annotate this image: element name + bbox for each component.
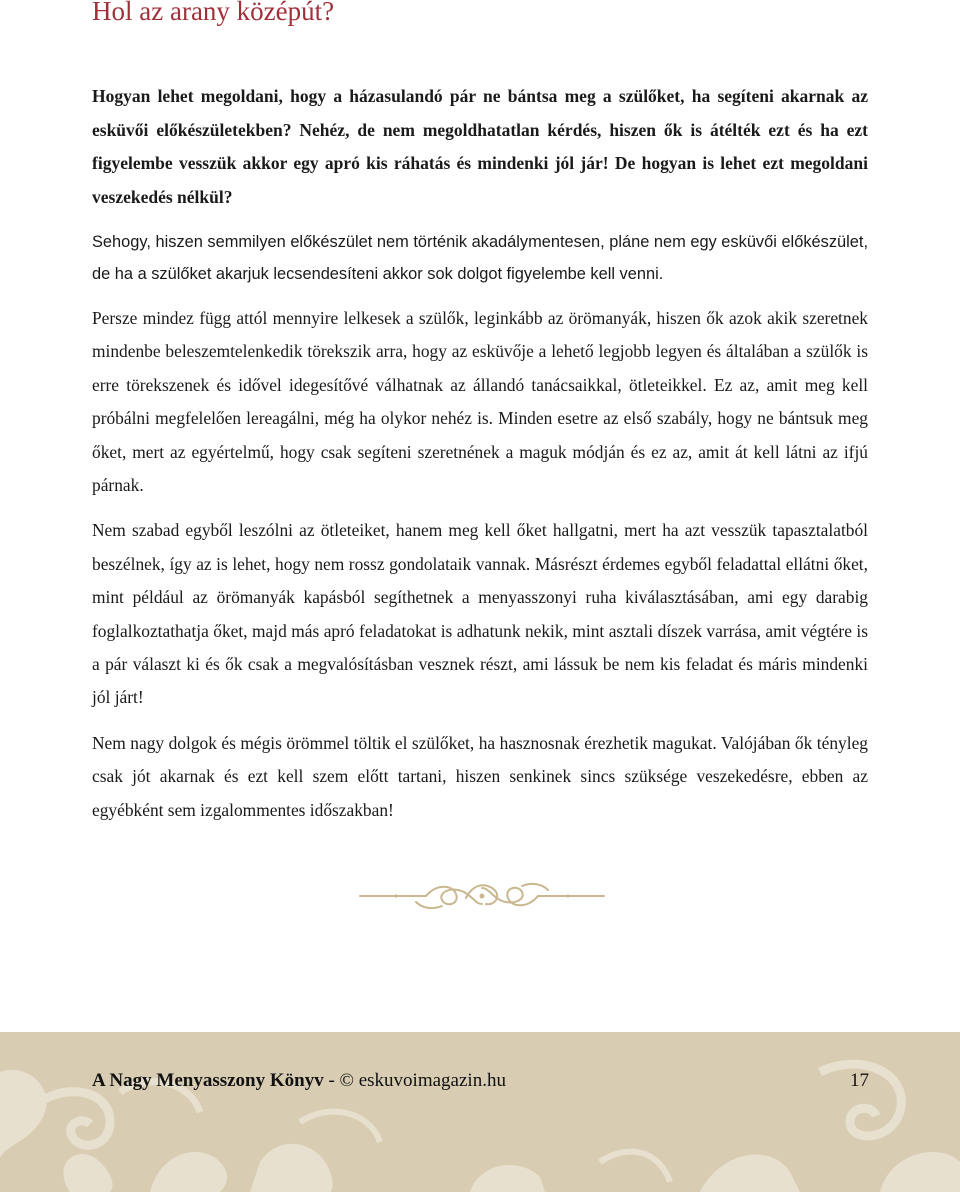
flourish-divider-icon xyxy=(356,874,608,920)
intro-paragraph: Hogyan lehet megoldani, hogy a házasulandó pár ne bántsa meg a szülőket, ha segíteni akarnak az esküvői előkészületekben? Nehéz, de nem megoldhatatlan kérdés, hiszen ők is átélték ezt és ha ezt figyelembe vesszük akkor egy apró kis ráhatás és mindenki jól jár! De hogyan is lehet ezt megoldani veszekedés nélkül? xyxy=(92,86,868,207)
site-link[interactable]: eskuvoimagazin.hu xyxy=(358,1070,506,1091)
page-title: Hol az arany középút? xyxy=(92,0,335,26)
paragraph-3: Nem szabad egyből leszólni az ötleteiket, hanem meg kell őket hallgatni, mert ha azt vesszük tapasztalatból beszélnek, így az is lehet, hogy nem rossz gondolataik vannak. Másrészt érdemes egyből feladattal ellátni őket, mint például az örömanyák kapásból segíthetnek a menyasszonyi ruha kiválasztásában, ami egy darabig foglalkoztathatja őket, majd más apró feladatokat is adhatunk nekik, mint asztali díszek varrása, amit végtére is a pár választ ki és ők csak a megvalósításban vesznek részt, ami lássuk be nem kis feladat és máris mindenki jól járt! xyxy=(92,520,868,708)
footer xyxy=(0,1032,960,1192)
page-number: 17 xyxy=(850,1070,869,1091)
paragraph-2: Persze mindez függ attól mennyire lelkesek a szülők, leginkább az örömanyák, hiszen ők azok akik szeretnek mindenbe beleszemtelenkedik törekszik arra, hogy az esküvője a lehető legjobb legyen és általában a szülők is erre törekszenek és idővel idegesítővé válhatnak az állandó tanácsaikkal, ötleteikkel. Ez az, amit meg kell próbálni megfelelően lereagálni, még ha olykor nehéz is. Minden esetre az első szabály, hogy ne bántsuk meg őket, mert az egyértelmű, hogy csak segíteni szeretnének a maguk módján és ez az, amit át kell látni az ifjú párnak. xyxy=(92,308,868,496)
article-body xyxy=(92,80,868,839)
damask-pattern-icon xyxy=(0,1032,960,1192)
paragraph-1: Sehogy, hiszen semmilyen előkészület nem történik akadálymentesen, pláne nem egy esküvői előkészület, de ha a szülőket akarjuk lecsendesíteni akkor sok dolgot figyelembe kell venni. xyxy=(92,233,868,283)
footer-credit xyxy=(92,1070,506,1092)
paragraph-4: Nem nagy dolgok és mégis örömmel töltik el szülőket, ha hasznosnak érezhetik magukat. Valójában ők tényleg csak jót akarnak és ezt kell szem előtt tartani, hiszen senkinek sincs szüksége veszekedésre, ebben az egyébként sem izgalommentes időszakban! xyxy=(92,732,868,820)
book-title: A Nagy Menyasszony Könyv xyxy=(92,1070,324,1091)
copyright-separator: - © xyxy=(323,1070,359,1091)
